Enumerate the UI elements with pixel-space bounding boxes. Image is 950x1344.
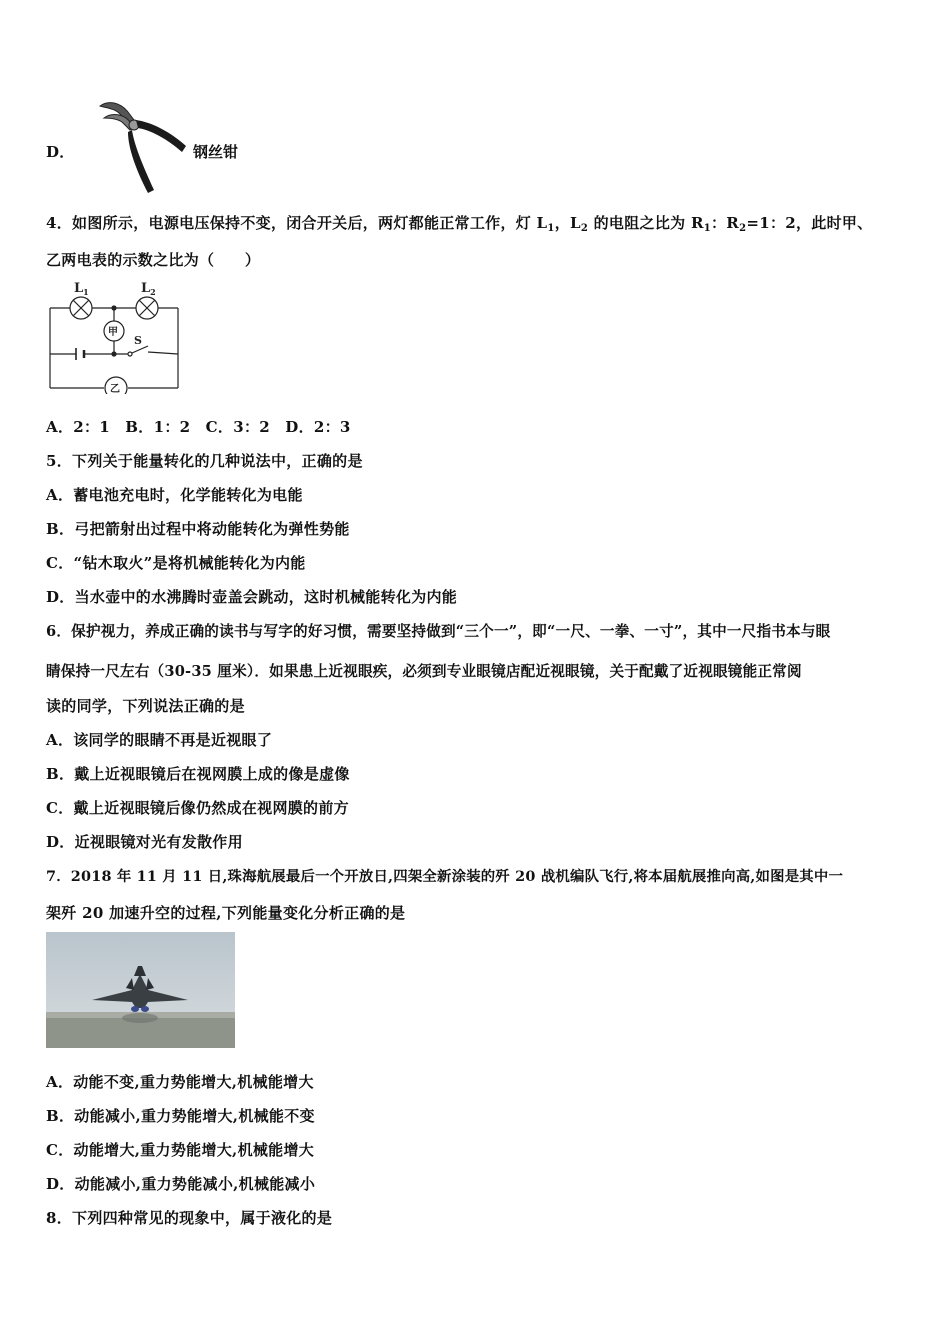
q4-stem-line1 bbox=[46, 212, 873, 234]
q6-option-b: B．戴上近视眼镜后在视网膜上成的像是虚像 bbox=[46, 765, 350, 783]
q6-stem-line3: 读的同学，下列说法正确的是 bbox=[46, 697, 245, 715]
q7-stem-line1: 7．2018 年 11 月 11 日,珠海航展最后一个开放日,四架全新涂装的歼 20 战机编队飞行,将本届航展推向高,如图是其中一 bbox=[46, 868, 844, 885]
q4-text-b: ，L bbox=[554, 214, 581, 232]
q6-option-c: C．戴上近视眼镜后像仍然成在视网膜的前方 bbox=[46, 799, 349, 817]
q4-sub-2: 2 bbox=[580, 223, 589, 234]
q6-stem-line2: 睛保持一尺左右（30-35 厘米）．如果患上近视眼疾，必须到专业眼镜店配近视眼镜，关于配戴了近视眼镜能正常阅 bbox=[46, 663, 802, 680]
q7-option-c: C．动能增大,重力势能增大,机械能增大 bbox=[46, 1141, 315, 1159]
q5-option-b: B．弓把箭射出过程中将动能转化为弹性势能 bbox=[46, 520, 350, 538]
q7-option-a: A．动能不变,重力势能增大,机械能增大 bbox=[46, 1073, 314, 1091]
q4-sub-1: 1 bbox=[547, 223, 555, 234]
q7-stem-line2: 架歼 20 加速升空的过程,下列能量变化分析正确的是 bbox=[46, 904, 406, 922]
q4-sub-3: 1 bbox=[703, 223, 711, 234]
q5-stem: 5．下列关于能量转化的几种说法中，正确的是 bbox=[46, 452, 363, 470]
switch-label: S bbox=[134, 334, 142, 347]
q7-option-d: D．动能减小,重力势能减小,机械能减小 bbox=[46, 1175, 316, 1193]
q4-text-d: ：R bbox=[711, 214, 740, 232]
q4-text-e: =1：2，此时甲、 bbox=[746, 214, 873, 232]
q5-option-c: C．“钻木取火”是将机械能转化为内能 bbox=[46, 554, 306, 572]
q6-stem-line1: 6．保护视力，养成正确的读书与写字的好习惯，需要坚持做到“三个一”，即“一尺、一拳、一寸”，其中一尺指书本与眼 bbox=[46, 623, 831, 640]
q4-options: A．2：1 B．1：2 C．3：2 D．2：3 bbox=[46, 418, 351, 436]
q8-stem: 8．下列四种常见的现象中，属于液化的是 bbox=[46, 1209, 333, 1227]
q4-stem-line2: 乙两电表的示数之比为（ ） bbox=[46, 251, 261, 269]
q4-sub-4: 2 bbox=[739, 223, 747, 234]
lamp1-label: $L_1$ bbox=[74, 281, 89, 297]
q3-option-d-caption: 钢丝钳 bbox=[193, 143, 239, 161]
pliers-illustration bbox=[98, 98, 190, 194]
meter-yi-label: 乙 bbox=[110, 384, 120, 394]
q6-option-d: D．近视眼镜对光有发散作用 bbox=[46, 833, 243, 851]
meter-jia-label: 甲 bbox=[108, 327, 118, 338]
circuit-diagram bbox=[44, 278, 184, 394]
q5-option-d: D．当水壶中的水沸腾时壶盖会跳动，这时机械能转化为内能 bbox=[46, 588, 458, 606]
pliers-icon bbox=[100, 103, 186, 193]
q5-option-a: A．蓄电池充电时，化学能转化为电能 bbox=[46, 486, 303, 504]
lamp2-label: $L_2$ bbox=[141, 281, 156, 297]
fighter-jet-photo bbox=[46, 932, 235, 1048]
q4-text-c: 的电阻之比为 R bbox=[588, 214, 704, 232]
q3-option-d-label: D． bbox=[46, 143, 75, 161]
q4-text-a: 4．如图所示，电源电压保持不变，闭合开关后，两灯都能正常工作，灯 L bbox=[46, 214, 548, 232]
q6-option-a: A．该同学的眼睛不再是近视眼了 bbox=[46, 731, 273, 749]
q7-option-b: B．动能减小,重力势能增大,机械能不变 bbox=[46, 1107, 315, 1125]
